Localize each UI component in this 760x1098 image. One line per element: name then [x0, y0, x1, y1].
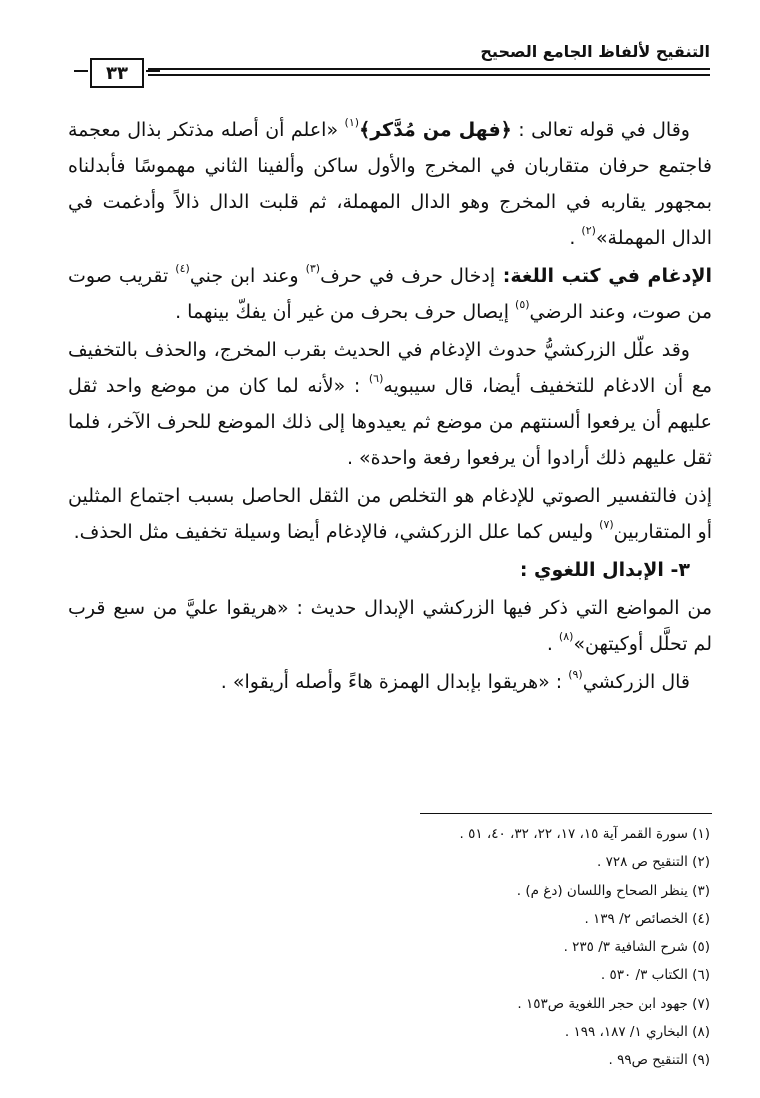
footnote-item: (٢) التنقيح ص ٧٢٨ . [597, 854, 710, 871]
text-run: إدخال حرف في حرف [320, 265, 496, 287]
header-rule-thin [148, 74, 710, 76]
footnote-item: (٧) جهود ابن حجر اللغوية ص١٥٣ . [517, 995, 710, 1012]
footnote-ref: (٦) [368, 372, 384, 385]
text-run: وقد علّل الزركشيُّ حدوث الإدغام في الحديث بقرب المخرج، والحذف بالتخفيف مع أن الادغام للتخفيف أيضا، قال سيبويه [68, 339, 713, 397]
main-text [68, 112, 712, 702]
text-run: وقال في قوله تعالى : [511, 119, 690, 141]
text-run: من المواضع التي ذكر فيها الزركشي الإبدال حديث : «هريقوا عليَّ من سبع قرب لم تحلَّل أوكيتهن» [68, 597, 712, 655]
text-run: قال الزركشي [582, 671, 690, 693]
text-run: وعند ابن جني [189, 265, 306, 287]
footnote-item: (٨) البخاري ١/ ١٨٧، ١٩٩ . [564, 1024, 710, 1041]
footnote-item: (٣) ينظر الصحاح واللسان (دغ م) . [516, 882, 710, 899]
paragraph-4 [68, 478, 712, 550]
footnote-ref: (٨) [558, 630, 574, 643]
text-run: . [546, 633, 559, 655]
footnote-item: (٩) التنقيح ص٩٩ . [608, 1052, 710, 1069]
footnote-item: (٥) شرح الشافية ٣/ ٢٣٥ . [563, 939, 710, 956]
paragraph-6 [68, 664, 712, 700]
text-run: إذن فالتفسير الصوتي للإدغام هو التخلص من الثقل الحاصل بسبب اجتماع المثلين أو المتقاربين [68, 485, 712, 543]
footnote-ref: (٣) [305, 262, 321, 275]
paragraph-2 [68, 258, 712, 330]
text-run: . [569, 227, 582, 249]
header-rule [148, 68, 710, 70]
text-run: إيصال حرف بحرف من غير أن يفكّ بينهما . [175, 301, 516, 323]
running-title: التنقيح لألفاظ الجامع الصحيح [480, 42, 710, 61]
page-header [70, 38, 710, 88]
paragraph-3 [68, 332, 712, 476]
footnote-ref: (٩) [568, 668, 583, 681]
text-run: وليس كما علل الزركشي، فالإدغام أيضا وسيلة تخفيف مثل الحذف. [73, 521, 600, 543]
text-run: : «هريقوا بإبدال الهمزة هاءً وأصله أريقوا» . [220, 671, 569, 693]
footnote-ref: (٢) [581, 224, 596, 237]
paragraph-1 [68, 112, 712, 256]
quran-quote: ﴿فهل من مُدَّكر﴾ [359, 119, 512, 141]
inline-heading: الإدغام في كتب اللغة: [495, 265, 712, 287]
footnote-ref: (٧) [599, 518, 614, 531]
footnote-ref: (٥) [515, 298, 530, 311]
section-heading: ٣- الإبدال اللغوي : [519, 559, 690, 581]
text-run: : «لأنه لما كان من موضع واحد ثقل عليهم أن يرفعوا ألسنتهم من موضع ثم يعيدوها إلى ذلك الموضع للحرف الآخر، فلما ثقل عليهم ذلك أرادوا أن يرفعوا رفعة واحدة» . [68, 375, 712, 469]
footnote-item: (٦) الكتاب ٣/ ٥٣٠ . [600, 967, 710, 984]
footnotes [70, 820, 710, 1075]
footnote-ref: (١) [344, 116, 360, 129]
page-number: ٣٣ [90, 58, 144, 88]
paragraph-5 [68, 590, 712, 662]
text-run: تقريب صوت من صوت، وعند الرضي [68, 265, 712, 323]
text-run: «اعلم أن أصله مذتكر بذال معجمة فاجتمع حرفان متقاربان في المخرج والأول ساكن وألفينا الثاني مهموسًا فأبدلناه بمجهور يقاربه في المخرج وهو الدال المهملة، ثم قلبت الدال ذالاً وأدغمت في الدال المهملة» [68, 119, 712, 249]
footnote-item: (٤) الخصائص ٢/ ١٣٩ . [584, 910, 710, 927]
footnote-separator [420, 813, 712, 814]
footnote-item: (١) سورة القمر آية ١٥، ١٧، ٢٢، ٣٢، ٤٠، ٥١ . [459, 826, 710, 842]
footnote-ref: (٤) [175, 262, 190, 275]
